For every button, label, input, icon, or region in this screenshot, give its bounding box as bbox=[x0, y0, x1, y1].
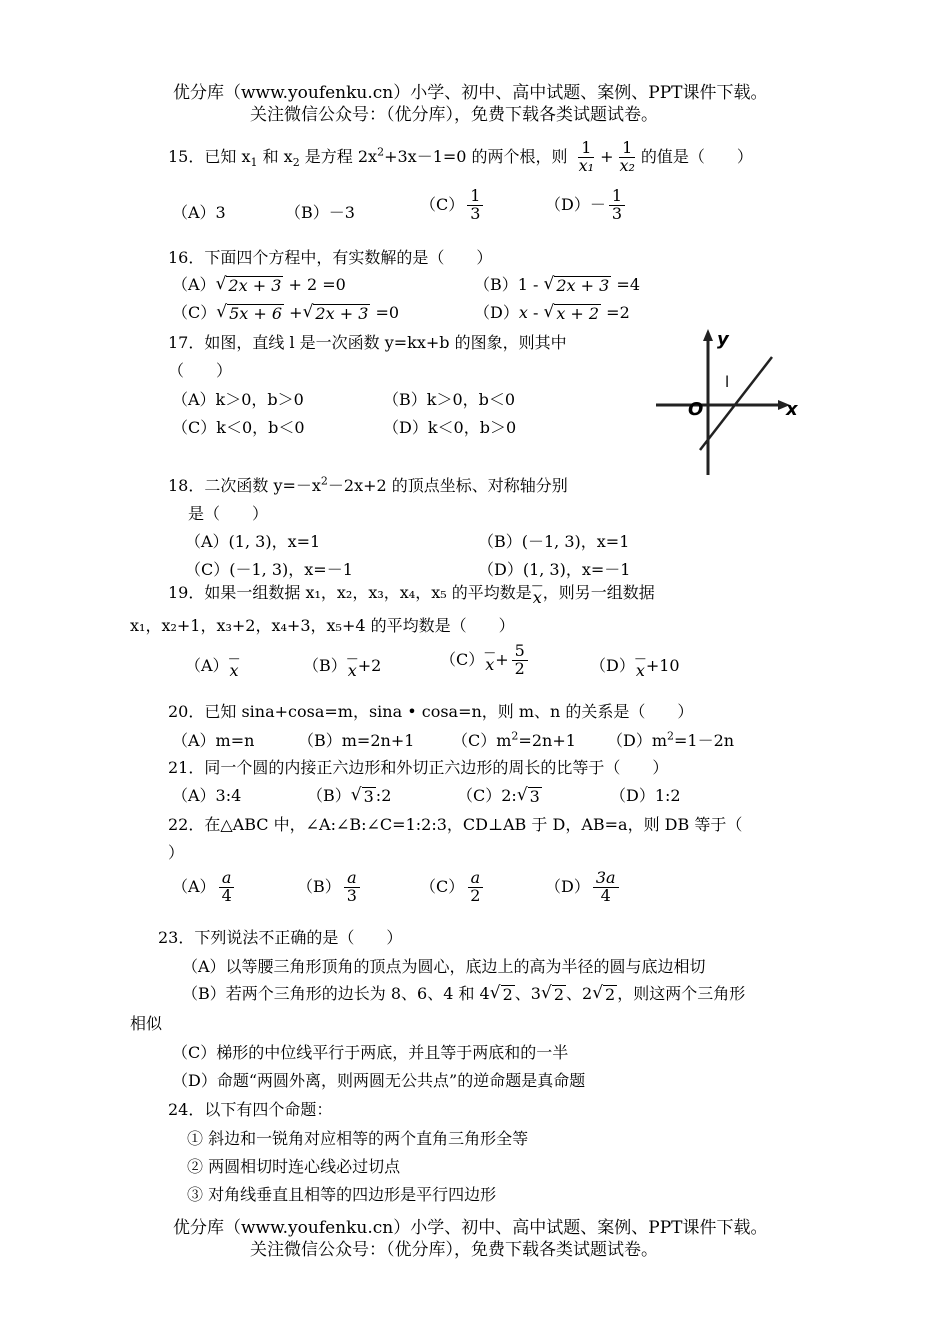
question-15-stem: 15．已知 $x_1$ 和 $x_2$ 是方程 $2x^2+3x-1=0$ 的两个根，则 $\frac{1}{\text{x₁}}$ + $\frac{1}{\text{x₂}}$ 的值是（ ） bbox=[168, 138, 753, 175]
fraction-1-over-x1: $\frac{1}{\text{x₁}}$ bbox=[578, 138, 595, 175]
question-19-stem: 19．如果一组数据 x₁，x₂，x₃，x₄，x₅ 的平均数是 — x ，则另一组数据 bbox=[168, 579, 655, 608]
q21-option-c: （C）2: √ 3 bbox=[457, 785, 540, 807]
q20-option-c: $(C)m^2=2n+1$ bbox=[452, 729, 576, 750]
question-17-paren: （ ） bbox=[168, 361, 233, 380]
q22-option-b: （B） $\frac{a}{3}$ bbox=[297, 870, 363, 905]
q16-option-c: （C） √ 5x + 6 + √ 2x + 3 =0 bbox=[172, 302, 400, 324]
q21-option-a: （A）3:4 bbox=[172, 786, 242, 805]
q20-option-a: （A）m=n bbox=[172, 731, 255, 750]
q16-option-b: （B）1 - √ 2x + 3 =4 bbox=[474, 274, 641, 296]
q24-item-3: ③ 对角线垂直且相等的四边形是平行四边形 bbox=[187, 1185, 497, 1204]
q22-option-d: （D） $\frac{3a}{4}$ bbox=[545, 870, 622, 905]
q20-option-b: （B）m=2n+1 bbox=[298, 731, 415, 750]
q21-option-b: （B） √ 3 :2 bbox=[307, 785, 392, 807]
q24-item-1: ① 斜边和一锐角对应相等的两个直角三角形全等 bbox=[187, 1129, 529, 1148]
q22-option-a: （A） $\frac{a}{4}$ bbox=[172, 870, 238, 905]
q15-option-a: （A）3 bbox=[172, 203, 226, 222]
q15-option-d: （D）－ $\frac{1}{3}$ bbox=[545, 188, 628, 223]
y-arrow-icon bbox=[703, 329, 713, 341]
header-line-1: 优分库（www.youfenku.cn）小学、初中、高中试题、案例、PPT课件下载。 bbox=[173, 83, 768, 103]
question-22-paren: ） bbox=[168, 843, 185, 862]
q17-option-a: （A）k＞0，b＞0 bbox=[172, 390, 304, 409]
q18-option-c: （C）(－1, 3)，x=－1 bbox=[185, 560, 353, 579]
question-24-stem: 24．以下有四个命题： bbox=[168, 1100, 333, 1119]
q17-option-b: （B）k＞0，b＜0 bbox=[383, 390, 516, 409]
q16-option-d: （D）x - √ x + 2 =2 bbox=[474, 302, 630, 324]
q20-option-d: $(D)m^2=1-2n$ bbox=[607, 729, 735, 750]
origin-label: O bbox=[688, 399, 704, 420]
q17-option-c: （C）k＜0，b＜0 bbox=[172, 418, 305, 437]
q21-option-d: （D）1:2 bbox=[610, 786, 681, 805]
q17-option-d: （D）k＜0，b＞0 bbox=[383, 418, 517, 437]
q16-option-a: （A） √ 2x + 3 + 2 =0 bbox=[172, 274, 346, 296]
question-16-stem: 16．下面四个方程中，有实数解的是（ ） bbox=[168, 248, 493, 267]
question-18-stem: 18．二次函数 $y=-x^2-2x+2$ 的顶点坐标、对称轴分别 bbox=[168, 474, 568, 495]
q18-option-b: （B）(－1, 3)，x=1 bbox=[478, 532, 630, 551]
q15-option-c: （C） $\frac{1}{3}$ bbox=[420, 188, 486, 223]
question-19-stem-2: x₁，x₂+1，x₃+2，x₄+3，x₅+4 的平均数是（ ） bbox=[130, 616, 515, 635]
q23-option-d: （D）命题“两圆外离，则两圆无公共点”的逆命题是真命题 bbox=[172, 1071, 586, 1090]
q23-option-b-cont: 相似 bbox=[130, 1014, 163, 1033]
q18-option-a: （A）(1, 3)，x=1 bbox=[185, 532, 321, 551]
q18-option-d: （D）(1, 3)，x=－1 bbox=[478, 560, 631, 579]
x-axis-label: x bbox=[786, 399, 798, 420]
q23-option-c: （C）梯形的中位线平行于两底，并且等于两底和的一半 bbox=[172, 1043, 569, 1062]
question-22-stem: 22．在△ABC 中，∠A:∠B:∠C=1:2:3，CD⊥AB 于 D，AB=a，则 DB 等于（ bbox=[168, 815, 743, 834]
q19-option-a: （A） — x bbox=[185, 652, 240, 681]
fraction-1-over-x2: $\frac{1}{\text{x₂}}$ bbox=[619, 138, 635, 175]
footer-line-2: 关注微信公众号：（优分库），免费下载各类试题试卷。 bbox=[250, 1240, 658, 1260]
line-label: l bbox=[725, 373, 730, 391]
question-18-stem-2: 是（ ） bbox=[188, 504, 269, 523]
q23-option-b: （B）若两个三角形的边长为 8、6、4 和 4 √ 2 、3 √ 2 、2 √ 2 ，则这两个三角形 bbox=[182, 983, 746, 1005]
q19-option-b: （B） — x +2 bbox=[303, 652, 382, 681]
q19-option-d: （D） — x +10 bbox=[590, 652, 680, 681]
footer-line-1: 优分库（www.youfenku.cn）小学、初中、高中试题、案例、PPT课件下载。 bbox=[173, 1218, 768, 1238]
header-line-2: 关注微信公众号：（优分库），免费下载各类试题试卷。 bbox=[250, 105, 658, 125]
q19-option-c: （C） — x + $\frac{5}{2}$ bbox=[440, 643, 531, 678]
q24-item-2: ② 两圆相切时连心线必过切点 bbox=[187, 1157, 401, 1176]
question-23-stem: 23．下列说法不正确的是（ ） bbox=[158, 928, 403, 947]
question-17-stem: 17．如图，直线 l 是一次函数 y=kx+b 的图象，则其中 bbox=[168, 333, 567, 352]
y-axis-label: y bbox=[717, 329, 729, 350]
q15-option-b: （B）－3 bbox=[285, 203, 355, 222]
question-21-stem: 21．同一个圆的内接正六边形和外切正六边形的周长的比等于（ ） bbox=[168, 758, 669, 777]
q17-line-graph bbox=[650, 325, 810, 485]
q22-option-c: （C） $\frac{a}{2}$ bbox=[420, 870, 486, 905]
question-20-stem: 20．已知 sina+cosa=m，sina • cosa=n，则 m、n 的关系是（ ） bbox=[168, 702, 694, 721]
q23-option-a: （A）以等腰三角形顶角的顶点为圆心，底边上的高为半径的圆与底边相切 bbox=[182, 957, 706, 976]
